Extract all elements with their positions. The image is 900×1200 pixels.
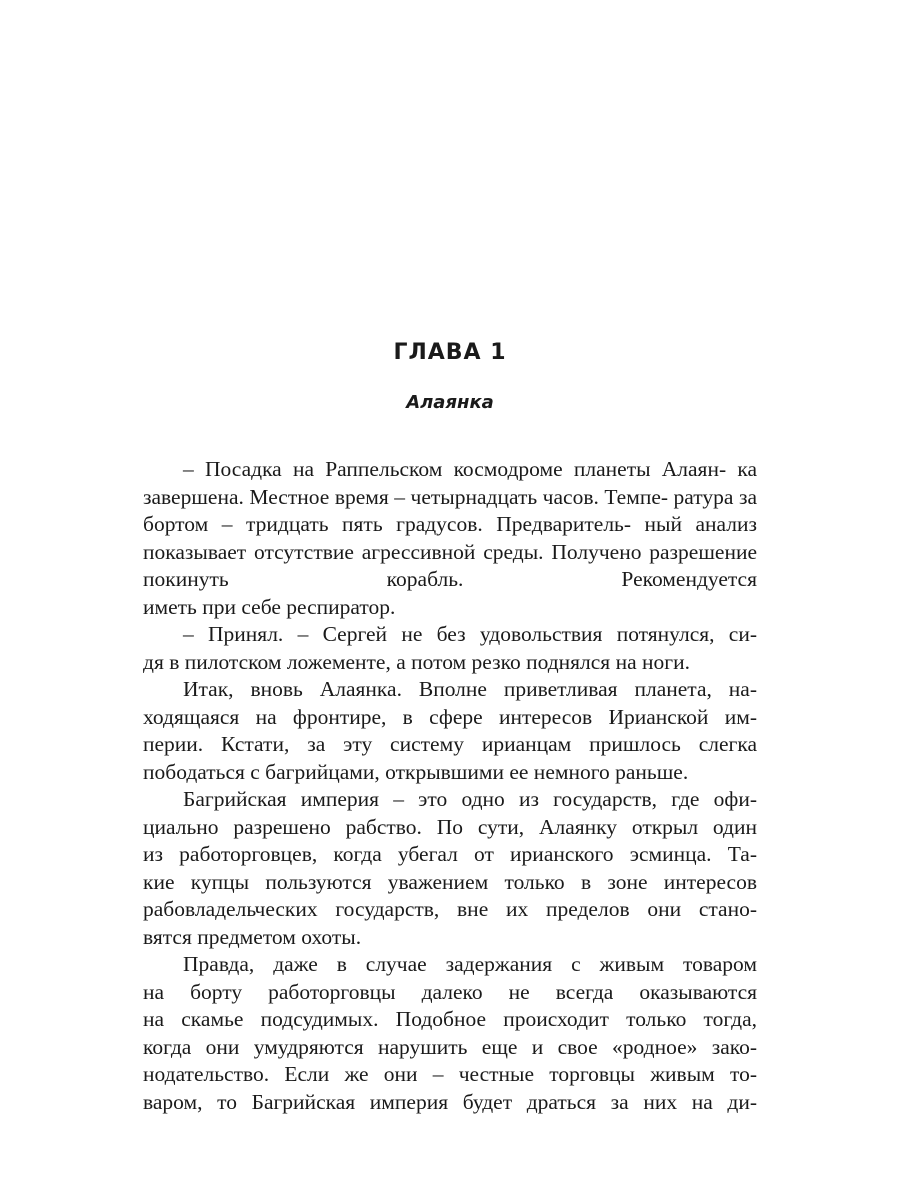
text-line: из работорговцев, когда убегал от ирианского эсминца. Та- (143, 842, 757, 866)
text-line: ка завершена. Местное время – четырнадцать часов. Темпе- (143, 457, 758, 509)
paragraph-line (143, 869, 757, 897)
paragraph-last-line (143, 594, 757, 622)
paragraph-last-line (143, 649, 757, 677)
text-line: варом, то Багрийская империя будет драться за них на ди- (143, 1089, 757, 1114)
paragraph-line (143, 896, 757, 924)
paragraph-line (143, 814, 757, 842)
paragraph-line (143, 1006, 757, 1034)
chapter-subtitle: Алаянка (406, 392, 494, 413)
text-line: нодательство. Если же они – честные торговцы живым то- (143, 1062, 757, 1086)
paragraph-line (143, 979, 757, 1007)
text-line: ходящаяся на фронтире, в сфере интересов Ирианской им- (143, 704, 757, 729)
paragraph (143, 676, 757, 704)
text-line: вятся предметом охоты. (143, 924, 362, 949)
text-line: дя в пилотском ложементе, а потом резко поднялся на ноги. (143, 649, 690, 674)
paragraph (143, 621, 757, 649)
paragraph-line (143, 704, 757, 732)
paragraph-line (143, 1061, 757, 1089)
text-line: Итак, вновь Алаянка. Вполне приветливая планета, на- (183, 677, 757, 701)
paragraph-line (143, 731, 757, 759)
text-line: на скамье подсудимых. Подобное происходит только тогда, (143, 1007, 757, 1031)
text-line: когда они умудряются нарушить еще и свое «родное» зако- (143, 1034, 757, 1059)
text-line: ный анализ показывает отсутствие агрессивной среды. (143, 512, 758, 564)
paragraph-line (143, 1089, 757, 1117)
text-line: – Принял. – Сергей не без удовольствия потянулся, си- (183, 622, 757, 646)
chapter-title: ГЛАВА 1 (393, 340, 507, 365)
paragraph-last-line (143, 924, 757, 952)
text-line: ратура за бортом – тридцать пять градусов. Предваритель- (143, 484, 757, 536)
text-line: Правда, даже в случае задержания с живым товаром (183, 952, 757, 976)
paragraph (143, 786, 757, 814)
paragraph-line (143, 841, 757, 869)
text-line: Багрийская империя – это одно из государств, где офи- (183, 787, 757, 811)
text-line: рабовладельческих государств, вне их пределов они стано- (143, 897, 757, 921)
paragraph (143, 951, 757, 979)
text-line: – Посадка на Раппельском космодроме планеты Алаян- (183, 457, 727, 481)
paragraph-last-line (143, 759, 757, 787)
text-line: пободаться с багрийцами, открывшими ее немного раньше. (143, 759, 689, 784)
text-line: перии. Кстати, за эту систему ирианцам пришлось слегка (143, 732, 757, 756)
text-line: иметь при себе респиратор. (143, 594, 396, 619)
chapter-body (143, 456, 757, 1116)
text-line: на борту работорговцы далеко не всегда оказываются (143, 979, 757, 1004)
text-line: кие купцы пользуются уважением только в зоне интересов (143, 869, 757, 894)
paragraph (143, 456, 757, 594)
text-line: циально разрешено рабство. По сути, Алаянку открыл один (143, 814, 757, 839)
text-line: Получено разрешение покинуть корабль. Рекомендуется (143, 539, 757, 591)
paragraph-line (143, 1034, 757, 1062)
